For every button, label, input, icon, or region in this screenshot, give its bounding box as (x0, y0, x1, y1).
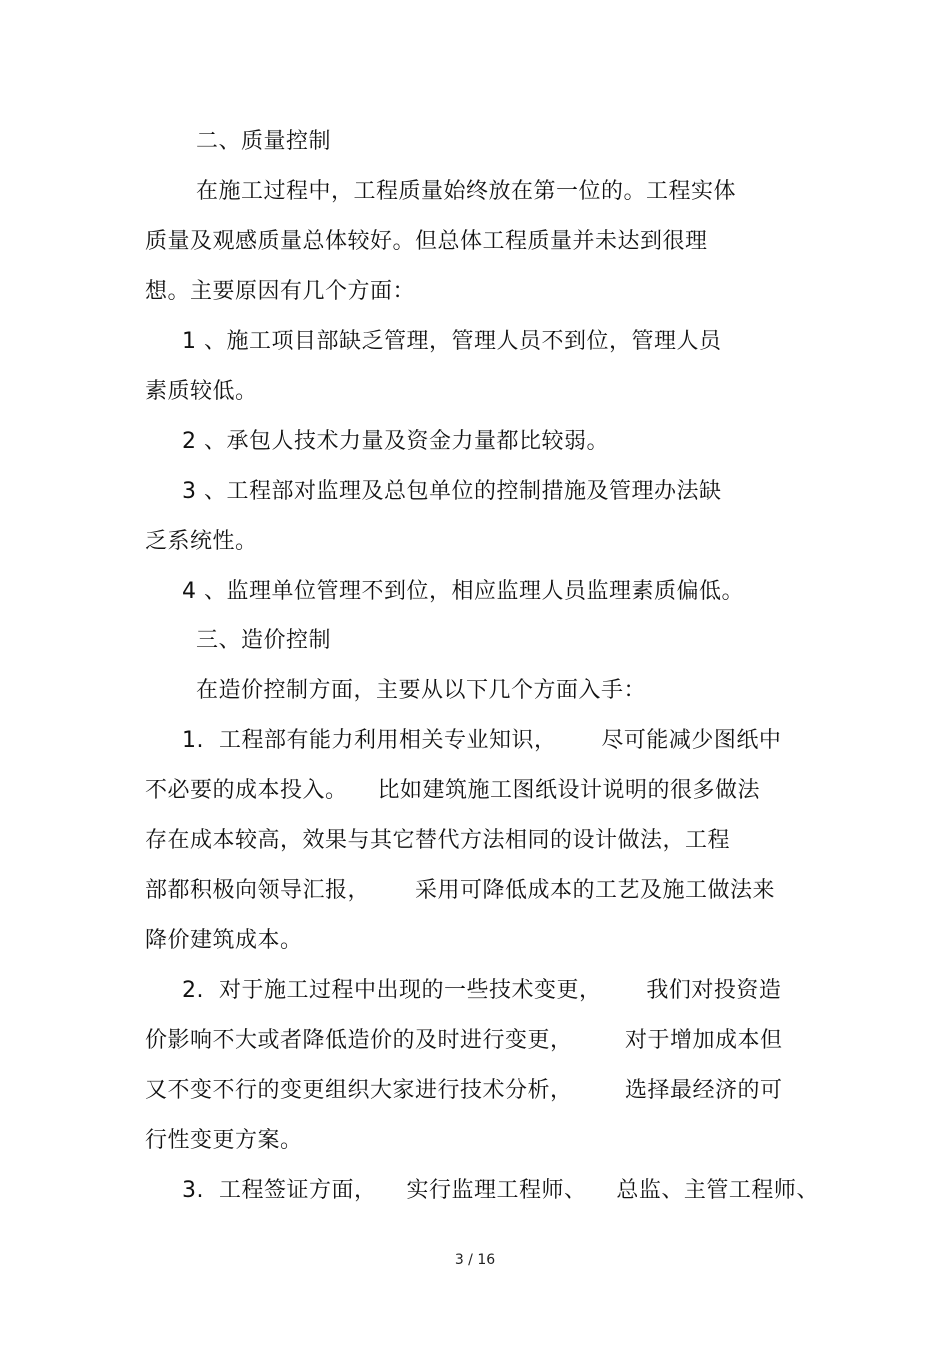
list-item-line: 2. 对于施工过程中出现的一些技术变更， 我们对投资造 (182, 978, 782, 1003)
paragraph-line: 在施工过程中，工程质量始终放在第一位的。工程实体 (196, 179, 737, 204)
list-item-line: 1 、施工项目部缺乏管理，管理人员不到位，管理人员 (182, 329, 722, 354)
list-item-line: 存在成本较高，效果与其它替代方法相同的设计做法，工程 (145, 828, 731, 853)
paragraph-line: 想。主要原因有几个方面： (145, 279, 416, 304)
paragraph-line: 质量及观感质量总体较好。但总体工程质量并未达到很理 (145, 229, 708, 254)
paragraph-line: 在造价控制方面，主要从以下几个方面入手： (196, 678, 647, 703)
list-item-line: 1. 工程部有能力利用相关专业知识， 尽可能减少图纸中 (182, 728, 782, 753)
section-heading-cost-control: 三、造价控制 (196, 628, 332, 653)
list-item-line: 3. 工程签证方面， 实行监理工程师、 总监、主管工程师、 (182, 1178, 819, 1203)
list-item-line: 行性变更方案。 (145, 1128, 303, 1153)
list-item-line: 2 、承包人技术力量及资金力量都比较弱。 (182, 429, 609, 454)
list-item-line: 4 、监理单位管理不到位，相应监理人员监理素质偏低。 (182, 579, 744, 604)
list-item-line: 又不变不行的变更组织大家进行技术分析， 选择最经济的可 (145, 1078, 783, 1103)
list-item-line: 部都积极向领导汇报， 采用可降低成本的工艺及施工做法来 (145, 878, 775, 903)
page-number: 3 / 16 (454, 1252, 496, 1268)
list-item-line: 乏系统性。 (145, 529, 258, 554)
list-item-line: 价影响不大或者降低造价的及时进行变更， 对于增加成本但 (145, 1028, 783, 1053)
section-heading-quality-control: 二、质量控制 (196, 129, 332, 154)
list-item-line: 不必要的成本投入。 比如建筑施工图纸设计说明的很多做法 (145, 778, 760, 803)
list-item-line: 降价建筑成本。 (145, 928, 303, 953)
list-item-line: 素质较低。 (145, 379, 258, 404)
list-item-line: 3 、工程部对监理及总包单位的控制措施及管理办法缺 (182, 479, 722, 504)
